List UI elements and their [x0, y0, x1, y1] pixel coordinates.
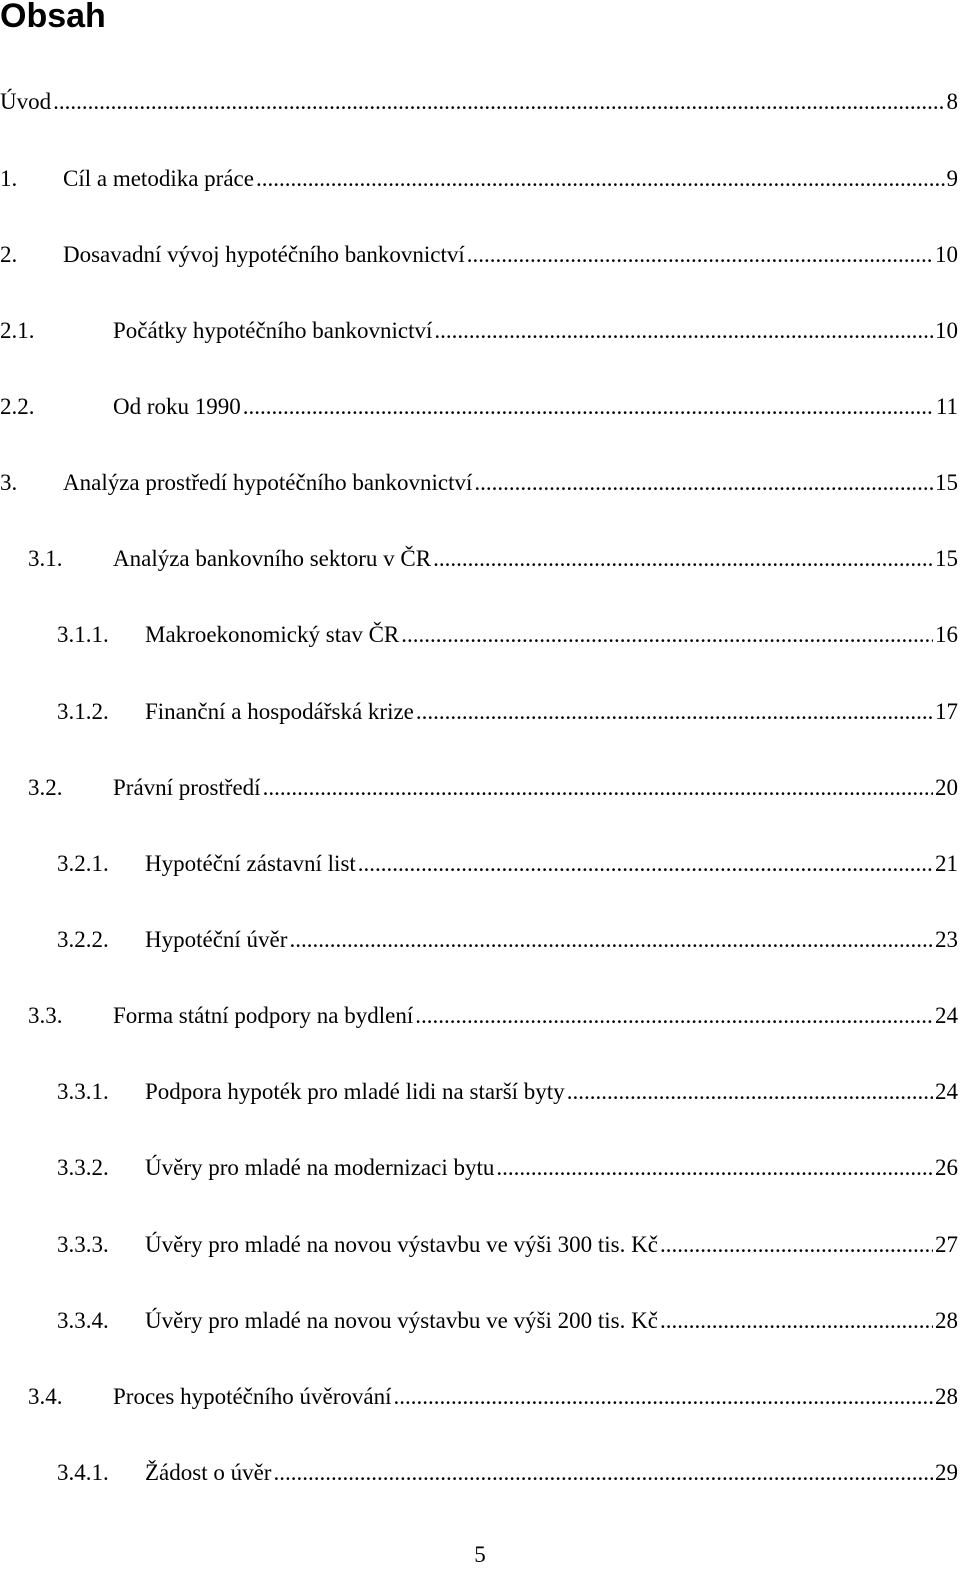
toc-entry-number: 3.2.2. [57, 927, 109, 952]
toc-entry-2-2[interactable] [0, 390, 958, 424]
toc-leader-dots [289, 923, 933, 957]
toc-entry-title: Analýza prostředí hypotéčního bankovnictví [63, 470, 473, 495]
toc-leader-dots [660, 1228, 933, 1262]
toc-entry-3[interactable] [0, 466, 958, 500]
toc-leader-dots [243, 390, 934, 424]
toc-entry-number: 1. [0, 166, 18, 191]
toc-entry-page: 11 [935, 394, 958, 419]
toc-entry-3-3-2[interactable] [0, 1151, 958, 1185]
toc-leader-dots [401, 618, 933, 652]
toc-entry-3-1-1[interactable] [0, 618, 958, 652]
toc-entry-number: 2. [0, 242, 18, 267]
toc-entry-number: 2.1. [0, 318, 35, 343]
toc-entry-number: 3.2. [28, 775, 63, 800]
toc-entry-page: 26 [935, 1155, 958, 1180]
toc-entry-number: 3.1.2. [57, 699, 109, 724]
toc-entry-2[interactable] [0, 238, 958, 272]
page-number: 5 [474, 1542, 486, 1567]
toc-entry-3-1-2[interactable] [0, 695, 958, 729]
toc-entry-number: 3.3.3. [57, 1232, 109, 1257]
toc-entry-page: 28 [935, 1384, 958, 1409]
toc-entry-page: 21 [935, 851, 958, 876]
toc-entry-title: Hypotéční zástavní list [145, 851, 356, 876]
toc-entry-page: 24 [935, 1003, 958, 1028]
toc-entry-title: Úvěry pro mladé na novou výstavbu ve výši 200 tis. Kč [145, 1308, 658, 1333]
toc-entry-title: Úvěry pro mladé na modernizaci bytu [145, 1155, 495, 1180]
toc-leader-dots [53, 85, 944, 119]
toc-leader-dots [660, 1304, 933, 1338]
toc-entry-page: 10 [935, 242, 958, 267]
toc-leader-dots [467, 238, 933, 272]
toc-entry-title: Od roku 1990 [113, 394, 241, 419]
toc-entry-title: Podpora hypoték pro mladé lidi na starší byty [145, 1079, 565, 1104]
toc-entry-page: 15 [935, 470, 958, 495]
toc-entry-page: 9 [946, 166, 958, 191]
toc-entry-page: 28 [935, 1308, 958, 1333]
toc-entry-title: Počátky hypotéčního bankovnictví [113, 318, 433, 343]
toc-entry-3-3[interactable] [0, 999, 958, 1033]
toc-leader-dots [474, 466, 933, 500]
toc-entry-number: 3.1.1. [57, 622, 109, 647]
toc-entry-title: Cíl a metodika práce [63, 166, 254, 191]
toc-entry-page: 27 [935, 1232, 958, 1257]
toc-entry-page: 10 [935, 318, 958, 343]
toc-leader-dots [256, 162, 945, 196]
toc-leader-dots [393, 1380, 933, 1414]
toc-entry-page: 20 [935, 775, 958, 800]
toc-entry-page: 23 [935, 927, 958, 952]
toc-entry-3-1[interactable] [0, 542, 958, 576]
toc-entry-title: Hypotéční úvěr [145, 927, 288, 952]
page-title: Obsah [0, 0, 106, 35]
toc-entry-page: 17 [935, 699, 958, 724]
toc-entry-number: 3.1. [28, 546, 63, 571]
toc-entry-3-4-1[interactable] [0, 1456, 958, 1490]
toc-entry-number: 3.4.1. [57, 1460, 109, 1485]
toc-leader-dots [358, 847, 933, 881]
toc-entry-page: 15 [935, 546, 958, 571]
toc-entry-number: 3.3.1. [57, 1079, 109, 1104]
toc-entry-title: Finanční a hospodářská krize [145, 699, 414, 724]
toc-entry-3-3-3[interactable] [0, 1228, 958, 1262]
toc-entry-title: Dosavadní vývoj hypotéčního bankovnictví [63, 242, 465, 267]
toc-entry-3-2[interactable] [0, 771, 958, 805]
toc-leader-dots [496, 1151, 933, 1185]
toc-entry-1[interactable] [0, 162, 958, 196]
toc-entry-number: 3.2.1. [57, 851, 109, 876]
toc-entry-page: 29 [935, 1460, 958, 1485]
toc-entry-title: Právní prostředí [113, 775, 261, 800]
toc-entry-page: 24 [935, 1079, 958, 1104]
toc-entry-title: Žádost o úvěr [145, 1460, 272, 1485]
toc-entry-3-3-1[interactable] [0, 1075, 958, 1109]
toc-entry-title: Úvod [0, 89, 52, 114]
toc-entry-title: Forma státní podpory na bydlení [113, 1003, 414, 1028]
toc-entry-2-1[interactable] [0, 314, 958, 348]
toc-entry-number: 3. [0, 470, 18, 495]
toc-leader-dots [416, 695, 933, 729]
toc-entry-number: 3.3.4. [57, 1308, 109, 1333]
toc-entry-title: Makroekonomický stav ČR [145, 622, 400, 647]
toc-leader-dots [415, 999, 933, 1033]
toc-entry-number: 2.2. [0, 394, 35, 419]
toc-leader-dots [263, 771, 933, 805]
toc-leader-dots [567, 1075, 933, 1109]
toc-entry-number: 3.3. [28, 1003, 63, 1028]
toc-entry-uvod[interactable] [0, 85, 958, 119]
toc-entry-number: 3.3.2. [57, 1155, 109, 1180]
toc-entry-number: 3.4. [28, 1384, 63, 1409]
toc-leader-dots [434, 314, 933, 348]
toc-entry-3-4[interactable] [0, 1380, 958, 1414]
toc-entry-page: 8 [946, 89, 958, 114]
toc-leader-dots [273, 1456, 933, 1490]
toc-entry-title: Proces hypotéčního úvěrování [113, 1384, 392, 1409]
toc-entry-page: 16 [935, 622, 958, 647]
toc-leader-dots [433, 542, 933, 576]
toc-entry-3-2-2[interactable] [0, 923, 958, 957]
toc-entry-title: Úvěry pro mladé na novou výstavbu ve výši 300 tis. Kč [145, 1232, 658, 1257]
toc-entry-3-2-1[interactable] [0, 847, 958, 881]
toc-entry-3-3-4[interactable] [0, 1304, 958, 1338]
toc-entry-title: Analýza bankovního sektoru v ČR [113, 546, 432, 571]
